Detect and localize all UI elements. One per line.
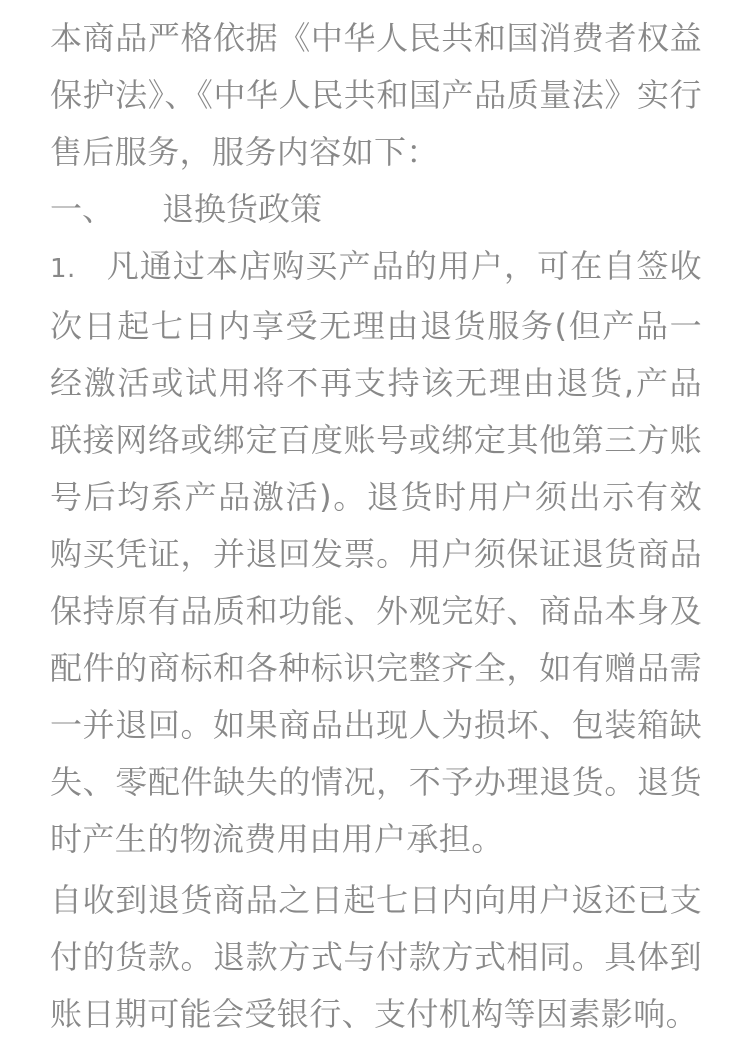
intro-paragraph: 本商品严格依据《中华人民共和国消费者权益保护法》、《中华人民共和国产品质量法》实行售后服务，服务内容如下： <box>50 19 702 171</box>
item-marker: 1. <box>50 254 76 284</box>
section-title: 退换货政策 <box>162 190 323 228</box>
refund-paragraph: 自收到退货商品之日起七日内向用户返还已支付的货款。退款方式与付款方式相同。具体到账日期可能会受银行、支付机构等因素影响。 <box>50 881 702 1033</box>
item-text: 凡通过本店购买产品的用户，可在自签收次日起七日内享受无理由退货服务(但产品一经激活或试用将不再支持该无理由退货,产品联接网络或绑定百度账号或绑定其他第三方账号后均系产品激活)。退货时用户须出示有效购买凭证，并退回发票。用户须保证退货商品保持原有品质和功能、外观完好、商品本身及配件的商标和各种标识完整齐全，如有赠品需一并退回。如果商品出现人为损坏、包装箱缺失、零配件缺失的情况，不予办理退货。退货时产生的物流费用由用户承担。 <box>50 247 702 858</box>
policy-item <box>50 238 702 868</box>
section-number: 一、 <box>50 190 115 228</box>
section-heading <box>50 181 702 238</box>
policy-document <box>50 10 702 1043</box>
